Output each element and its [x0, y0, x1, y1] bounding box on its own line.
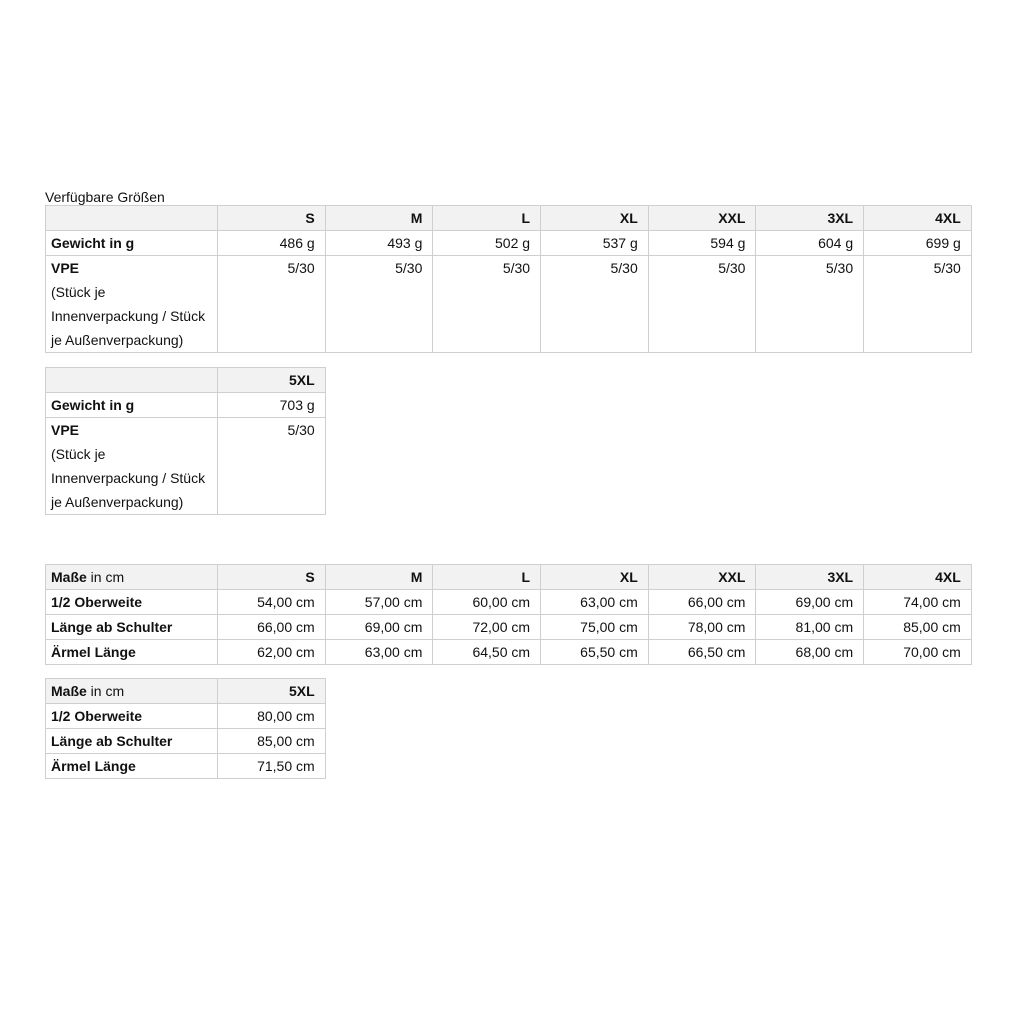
row-sublabel: je Außenverpackung) [51, 332, 184, 348]
table-row [46, 754, 326, 779]
table-cell: 604 g [756, 231, 864, 256]
table-cell: 486 g [218, 231, 326, 256]
table-cell: 5/30 [218, 256, 326, 353]
row-label: Ärmel Länge [46, 754, 218, 779]
header-unit: in cm [86, 569, 125, 585]
table-cell: 66,00 cm [218, 615, 326, 640]
table-cell: 63,00 cm [325, 640, 433, 665]
table-header-row [46, 368, 326, 393]
table-cell: 5/30 [433, 256, 541, 353]
table-cell: 5/30 [756, 256, 864, 353]
table-cell: 81,00 cm [756, 615, 864, 640]
size-header: 5XL [218, 368, 326, 393]
table-cell: 54,00 cm [218, 590, 326, 615]
weight-table-main [45, 205, 972, 353]
table-row [46, 640, 972, 665]
table-cell: 65,50 cm [541, 640, 649, 665]
table-cell: 62,00 cm [218, 640, 326, 665]
table-cell: 493 g [325, 231, 433, 256]
table-cell: 5/30 [864, 256, 972, 353]
size-header: 4XL [864, 206, 972, 231]
row-sublabel: Innenverpackung / Stück [51, 308, 206, 324]
row-sublabel: je Außenverpackung) [51, 494, 184, 510]
header-corner [46, 206, 218, 231]
header-bold: Maße [51, 683, 87, 699]
row-label: Ärmel Länge [46, 640, 218, 665]
size-header: 4XL [864, 565, 972, 590]
table-cell: 78,00 cm [648, 615, 756, 640]
table-cell: 537 g [541, 231, 649, 256]
row-sublabel: Innenverpackung / Stück [51, 470, 206, 486]
table-cell: 74,00 cm [864, 590, 972, 615]
row-label: Länge ab Schulter [46, 729, 218, 754]
row-label: 1/2 Oberweite [46, 704, 218, 729]
header-corner [46, 565, 218, 590]
table-cell: 594 g [648, 231, 756, 256]
size-header: L [433, 565, 541, 590]
table-cell: 85,00 cm [864, 615, 972, 640]
table-cell: 60,00 cm [433, 590, 541, 615]
table-row [46, 615, 972, 640]
section-caption: Verfügbare Größen [45, 189, 165, 205]
table-cell: 66,50 cm [648, 640, 756, 665]
table-row [46, 729, 326, 754]
row-label: Länge ab Schulter [46, 615, 218, 640]
table-cell: 5/30 [218, 418, 326, 515]
size-header: XXL [648, 206, 756, 231]
weight-table-5xl [45, 367, 326, 515]
table-row [46, 704, 326, 729]
header-unit: in cm [86, 683, 125, 699]
row-label-vpe [46, 418, 218, 515]
measure-table-5xl [45, 678, 326, 779]
size-header: M [325, 206, 433, 231]
size-header: S [218, 206, 326, 231]
row-label: 1/2 Oberweite [46, 590, 218, 615]
header-corner [46, 368, 218, 393]
table-cell: 69,00 cm [325, 615, 433, 640]
table-cell: 5/30 [648, 256, 756, 353]
table-cell: 72,00 cm [433, 615, 541, 640]
table-cell: 68,00 cm [756, 640, 864, 665]
header-corner [46, 679, 218, 704]
table-cell: 85,00 cm [218, 729, 326, 754]
table-row [46, 393, 326, 418]
table-cell: 64,50 cm [433, 640, 541, 665]
size-header: 3XL [756, 565, 864, 590]
table-cell: 502 g [433, 231, 541, 256]
size-header: XXL [648, 565, 756, 590]
table-cell: 69,00 cm [756, 590, 864, 615]
row-sublabel: (Stück je [51, 284, 106, 300]
table-header-row [46, 679, 326, 704]
table-cell: 57,00 cm [325, 590, 433, 615]
table-header-row [46, 206, 972, 231]
size-header: 3XL [756, 206, 864, 231]
table-cell: 63,00 cm [541, 590, 649, 615]
table-cell: 703 g [218, 393, 326, 418]
row-label: Gewicht in g [46, 393, 218, 418]
table-cell: 80,00 cm [218, 704, 326, 729]
table-row [46, 590, 972, 615]
table-cell: 699 g [864, 231, 972, 256]
table-header-row [46, 565, 972, 590]
table-cell: 71,50 cm [218, 754, 326, 779]
size-header: M [325, 565, 433, 590]
table-cell: 66,00 cm [648, 590, 756, 615]
table-cell: 70,00 cm [864, 640, 972, 665]
table-cell: 5/30 [325, 256, 433, 353]
row-label: VPE [51, 260, 80, 276]
size-header: L [433, 206, 541, 231]
row-label: VPE [51, 422, 80, 438]
table-row [46, 231, 972, 256]
size-header: XL [541, 206, 649, 231]
row-label-vpe [46, 256, 218, 353]
row-label: Gewicht in g [46, 231, 218, 256]
table-cell: 75,00 cm [541, 615, 649, 640]
row-sublabel: (Stück je [51, 446, 106, 462]
table-cell: 5/30 [541, 256, 649, 353]
table-row [46, 418, 326, 515]
header-bold: Maße [51, 569, 87, 585]
size-header: 5XL [218, 679, 326, 704]
size-header: S [218, 565, 326, 590]
size-header: XL [541, 565, 649, 590]
measure-table-main [45, 564, 972, 665]
table-row [46, 256, 972, 353]
